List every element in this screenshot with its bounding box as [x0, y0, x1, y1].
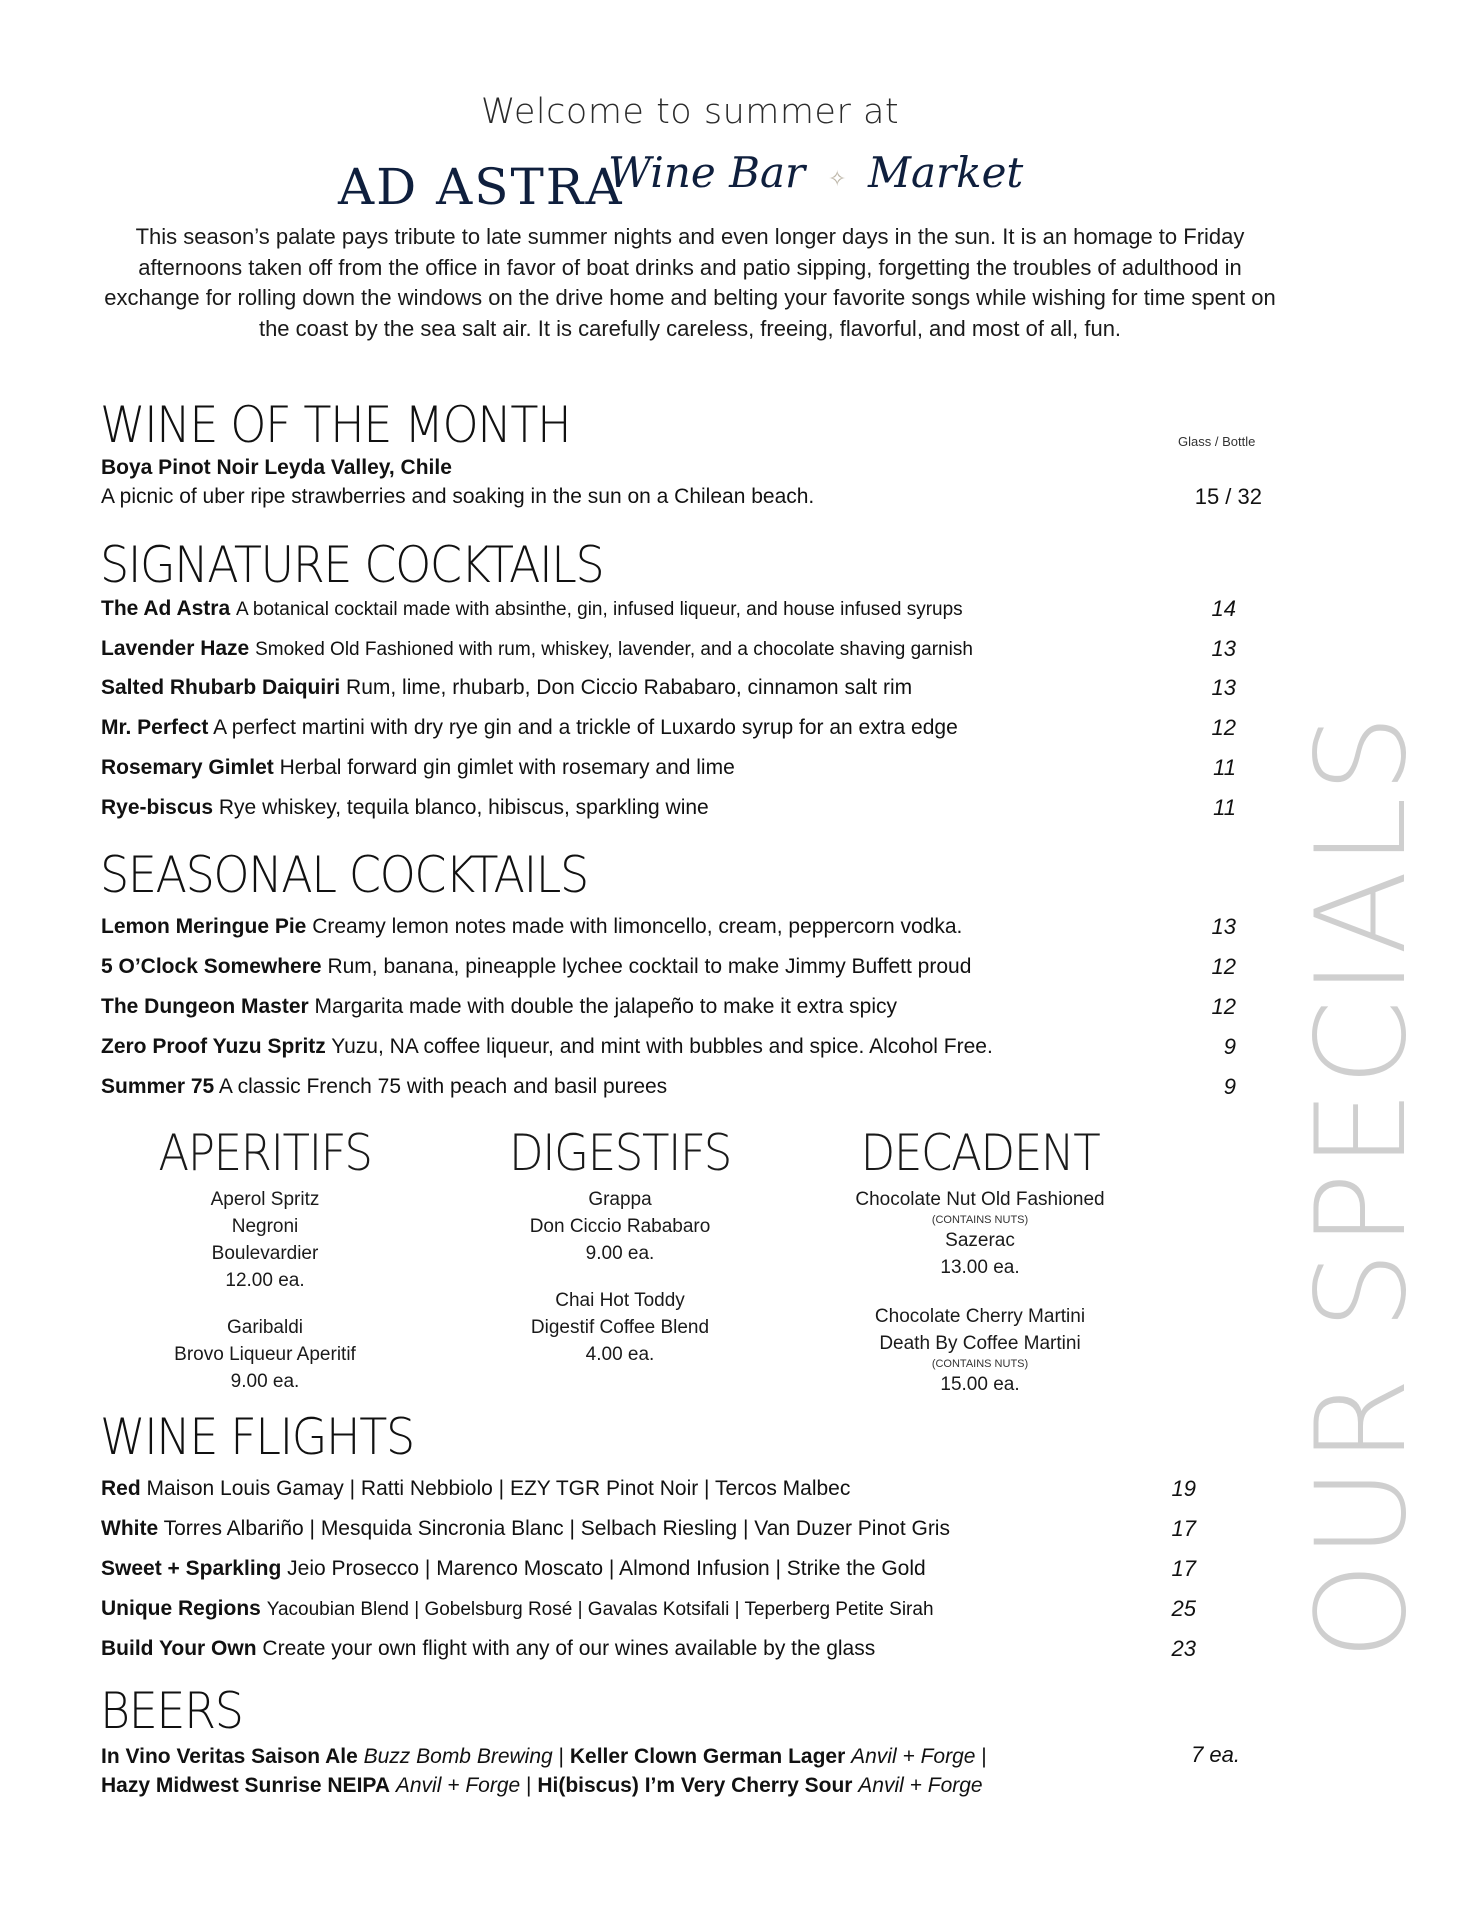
digestifs-column	[480, 1124, 760, 1368]
intro-paragraph: This season’s palate pays tribute to late summer nights and even longer days in the sun. It is an homage to Friday afternoons taken off from the office in favor of boat drinks and patio sipping, forgetting the troubles of adulthood in exchange for rolling down the windows on the drive home and belting your favorite songs while wishing for time spent on the coast by the sea salt air. It is carefully careless, freeing, flavorful, and most of all, fun.	[104, 224, 1276, 341]
beer-price: 7 ea.	[1191, 1742, 1240, 1767]
contains-nuts-note: (CONTAINS NUTS)	[931, 1214, 1029, 1226]
wine-of-month-price: 15 / 32	[1194, 484, 1262, 509]
decadent-column	[820, 1124, 1140, 1398]
menu-item: The Ad Astra A botanical cocktail made with absinthe, gin, infused liqueur, and house infused syrups	[101, 597, 963, 620]
aperitif-item: Aperol Spritz	[210, 1189, 320, 1210]
menu-item: Summer 75 A classic French 75 with peach and basil purees	[101, 1075, 668, 1098]
menu-item-price: 13	[1211, 914, 1236, 939]
aperitifs-title: APERITIFS	[158, 1124, 372, 1182]
our-specials-vertical-text: OUR SPECIALS	[1290, 710, 1434, 1660]
menu-item-price: 12	[1211, 954, 1236, 979]
aperitif-price: 12.00 ea.	[225, 1270, 305, 1291]
decadent-item: Chocolate Cherry Martini	[874, 1306, 1086, 1327]
menu-item: Lavender Haze Smoked Old Fashioned with rum, whiskey, lavender, and a chocolate shaving garnish	[101, 637, 973, 660]
section-title-seasonal: SEASONAL COCKTAILS	[100, 846, 588, 904]
digestif-price: 4.00 ea.	[585, 1344, 655, 1365]
menu-item: Lemon Meringue Pie Creamy lemon notes made with limoncello, cream, peppercorn vodka.	[101, 915, 963, 938]
digestifs-title: DIGESTIFS	[508, 1124, 732, 1182]
flight-item: Red Maison Louis Gamay | Ratti Nebbiolo | EZY TGR Pinot Noir | Tercos Malbec	[101, 1477, 851, 1500]
menu-item-price: 12	[1211, 994, 1236, 1019]
flight-item: Build Your Own Create your own flight with any of our wines available by the glass	[101, 1637, 876, 1660]
decadent-price: 15.00 ea.	[940, 1374, 1020, 1395]
aperitif-item: Boulevardier	[211, 1243, 319, 1264]
digestif-item: Chai Hot Toddy	[555, 1290, 685, 1311]
brand-script-market: Market	[868, 148, 1024, 197]
menu-item-price: 9	[1223, 1074, 1236, 1099]
flight-price: 17	[1171, 1516, 1196, 1541]
flight-price: 25	[1171, 1596, 1196, 1621]
menu-item-price: 13	[1211, 636, 1236, 661]
menu-item-price: 11	[1213, 795, 1236, 820]
aperitifs-column	[125, 1124, 405, 1395]
contains-nuts-note: (CONTAINS NUTS)	[931, 1358, 1029, 1370]
menu-item-price: 9	[1223, 1034, 1236, 1059]
decadent-item: Death By Coffee Martini	[879, 1333, 1081, 1354]
flight-price: 17	[1171, 1556, 1196, 1581]
menu-item: 5 O’Clock Somewhere Rum, banana, pineapple lychee cocktail to make Jimmy Buffett proud	[101, 955, 972, 978]
digestif-price: 9.00 ea.	[585, 1243, 655, 1264]
menu-item-price: 11	[1213, 755, 1236, 780]
section-title-flights: WINE FLIGHTS	[100, 1408, 414, 1466]
decadent-price: 13.00 ea.	[940, 1257, 1020, 1278]
aperitif-item: Garibaldi	[226, 1317, 304, 1338]
brand-script-wine-bar: Wine Bar	[608, 148, 806, 197]
glass-bottle-label: Glass / Bottle	[1178, 434, 1256, 449]
flight-item: Sweet + Sparkling Jeio Prosecco | Marenco Moscato | Almond Infusion | Strike the Gold	[101, 1557, 926, 1580]
flight-price: 19	[1171, 1476, 1196, 1501]
menu-item-price: 13	[1211, 675, 1236, 700]
beer-line: In Vino Veritas Saison Ale Buzz Bomb Brewing | Keller Clown German Lager Anvil + Forge |	[101, 1745, 987, 1768]
decadent-item: Sazerac	[945, 1230, 1015, 1251]
brand-name: AD ASTRA	[338, 158, 624, 216]
brand-logo	[338, 148, 1058, 228]
digestif-item: Digestif Coffee Blend	[530, 1317, 710, 1338]
welcome-heading: Welcome to summer at	[480, 92, 900, 132]
flight-item: White Torres Albariño | Mesquida Sincronia Blanc | Selbach Riesling | Van Duzer Pinot Gris	[101, 1517, 950, 1540]
aperitif-item: Negroni	[231, 1216, 299, 1237]
section-title-beers: BEERS	[100, 1682, 243, 1740]
wine-of-month-desc: A picnic of uber ripe strawberries and soaking in the sun on a Chilean beach.	[101, 485, 815, 508]
menu-item: Mr. Perfect A perfect martini with dry rye gin and a trickle of Luxardo syrup for an extra edge	[101, 716, 958, 739]
section-title-signature: SIGNATURE COCKTAILS	[100, 536, 604, 594]
wine-of-month-name: Boya Pinot Noir Leyda Valley, Chile	[101, 456, 452, 479]
menu-item: Rosemary Gimlet Herbal forward gin gimlet with rosemary and lime	[101, 756, 735, 779]
decadent-title: DECADENT	[860, 1124, 1100, 1182]
aperitif-price: 9.00 ea.	[230, 1371, 300, 1392]
section-title-wine-of-month: WINE OF THE MONTH	[100, 396, 571, 454]
digestif-item: Don Ciccio Rababaro	[529, 1216, 711, 1237]
menu-item-price: 14	[1211, 596, 1236, 621]
menu-item: Salted Rhubarb Daiquiri Rum, lime, rhubarb, Don Ciccio Rababaro, cinnamon salt rim	[101, 676, 913, 699]
flight-item: Unique Regions Yacoubian Blend | Gobelsburg Rosé | Gavalas Kotsifali | Teperberg Petite Sirah	[101, 1597, 934, 1620]
flight-price: 23	[1171, 1636, 1196, 1661]
digestif-item: Grappa	[588, 1189, 652, 1210]
menu-item: The Dungeon Master Margarita made with double the jalapeño to make it extra spicy	[101, 995, 898, 1018]
decadent-item: Chocolate Nut Old Fashioned	[855, 1189, 1105, 1210]
aperitif-item: Brovo Liqueur Aperitif	[174, 1344, 356, 1365]
menu-item: Zero Proof Yuzu Spritz Yuzu, NA coffee liqueur, and mint with bubbles and spice. Alcohol Free.	[101, 1035, 993, 1058]
menu-item-price: 12	[1211, 715, 1236, 740]
menu-item: Rye-biscus Rye whiskey, tequila blanco, hibiscus, sparkling wine	[101, 796, 709, 819]
beer-line: Hazy Midwest Sunrise NEIPA Anvil + Forge | Hi(biscus) I’m Very Cherry Sour Anvil + Forge	[101, 1774, 983, 1797]
sparkle-icon: ✧	[828, 166, 847, 191]
